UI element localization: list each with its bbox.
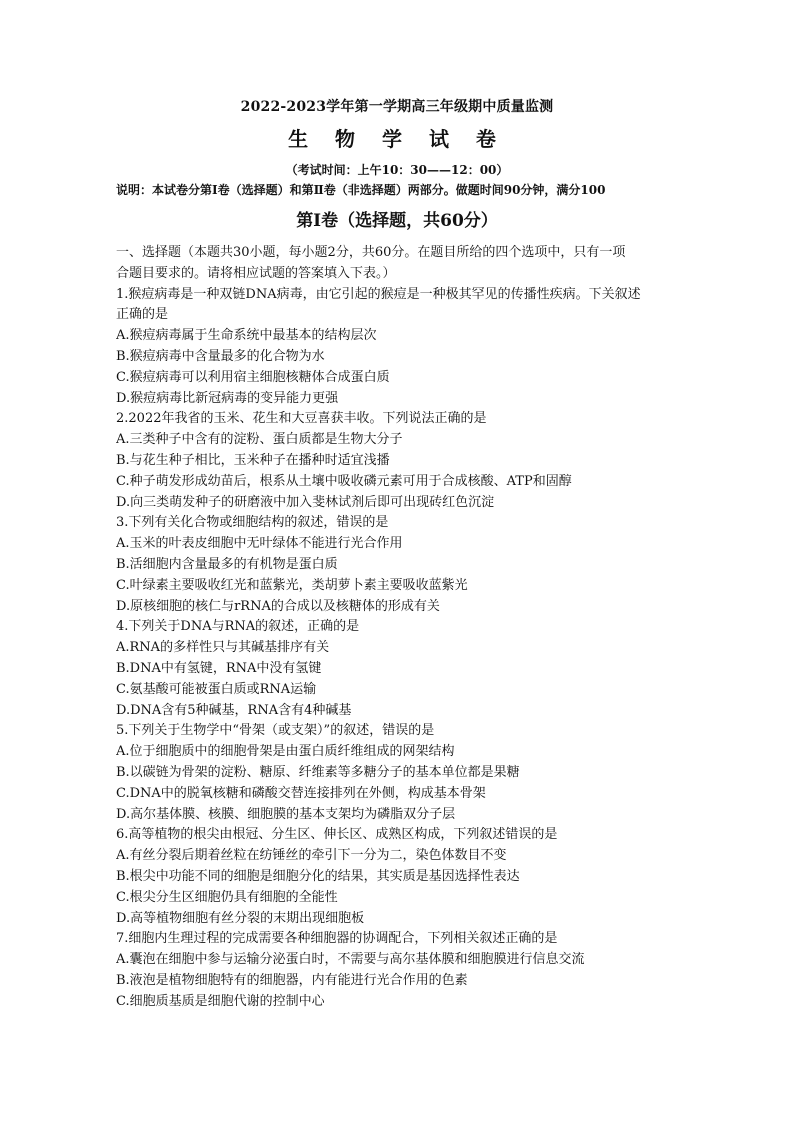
- answer-option: C.细胞质基质是细胞代谢的控制中心: [116, 993, 325, 1009]
- answer-option: D.DNA含有5种碱基，RNA含有4种碱基: [116, 702, 352, 718]
- question-stem: 5.下列关于生物学中“骨架（或支架）”的叙述，错误的是: [116, 723, 435, 739]
- answer-option: C.种子萌发形成幼苗后，根系从土壤中吸收磷元素可用于合成核酸、ATP和固醇: [116, 473, 572, 489]
- answer-option: B.与花生种子相比，玉米种子在播种时适宜浅播: [116, 452, 390, 468]
- question-7: [116, 929, 696, 1012]
- answer-option: B.以碳链为骨架的淀粉、糖原、纤维素等多糖分子的基本单位都是果糖: [116, 764, 520, 780]
- question-stem: 正确的是: [116, 307, 169, 323]
- question-stem: 6.高等植物的根尖由根冠、分生区、伸长区、成熟区构成，下列叙述错误的是: [116, 827, 558, 843]
- question-5: [116, 721, 696, 825]
- exam-title: 2022-2023学年第一学期高三年级期中质量监测: [240, 99, 554, 115]
- exam-time: （考试时间：上午10：30——12：00）: [285, 163, 509, 177]
- question-stem: 4.下列关于DNA与RNA的叙述，正确的是: [116, 619, 360, 635]
- answer-option: B.活细胞内含量最多的有机物是蛋白质: [116, 556, 338, 572]
- exam-body: [116, 243, 696, 1012]
- exam-note: 说明：本试卷分第Ⅰ卷（选择题）和第Ⅱ卷（非选择题）两部分。做题时间90分钟，满分100: [116, 183, 606, 197]
- answer-option: C.DNA中的脱氧核糖和磷酸交替连接排列在外侧，构成基本骨架: [116, 785, 486, 801]
- answer-option: A.囊泡在细胞中参与运输分泌蛋白时，不需要与高尔基体膜和细胞膜进行信息交流: [116, 952, 585, 968]
- question-6: [116, 825, 696, 929]
- answer-option: D.高等植物细胞有丝分裂的末期出现细胞板: [116, 910, 365, 926]
- answer-option: A.猴痘病毒属于生命系统中最基本的结构层次: [116, 328, 377, 344]
- answer-option: C.叶绿素主要吸收红光和蓝紫光，类胡萝卜素主要吸收蓝紫光: [116, 577, 468, 593]
- question-2: [116, 409, 696, 513]
- question-stem: 2.2022年我省的玉米、花生和大豆喜获丰收。下列说法正确的是: [116, 411, 487, 427]
- section-heading: 第Ⅰ卷（选择题，共60分）: [296, 211, 498, 231]
- question-3: [116, 513, 696, 617]
- answer-option: C.根尖分生区细胞仍具有细胞的全能性: [116, 889, 338, 905]
- question-stem: 7.细胞内生理过程的完成需要各种细胞器的协调配合，下列相关叙述正确的是: [116, 931, 558, 947]
- answer-option: D.原核细胞的核仁与rRNA的合成以及核糖体的形成有关: [116, 598, 440, 614]
- question-stem: 1.猴痘病毒是一种双链DNA病毒，由它引起的猴痘是一种极其罕见的传播性疾病。下关叙述: [116, 286, 641, 302]
- answer-option: D.向三类萌发种子的研磨液中加入斐林试剂后即可出现砖红色沉淀: [116, 494, 495, 510]
- exam-header: [0, 96, 794, 236]
- answer-option: A.有丝分裂后期着丝粒在纺锤丝的牵引下一分为二，染色体数目不变: [116, 848, 507, 864]
- subject-title: 生 物 学 试 卷: [288, 127, 506, 151]
- instructions-line: 一、选择题（本题共30小题，每小题2分，共60分。在题目所给的四个选项中，只有一项: [116, 245, 626, 260]
- answer-option: A.RNA的多样性只与其碱基排序有关: [116, 640, 330, 656]
- answer-option: D.猴痘病毒比新冠病毒的变异能力更强: [116, 390, 339, 406]
- answer-option: A.三类种子中含有的淀粉、蛋白质都是生物大分子: [116, 432, 403, 448]
- answer-option: A.玉米的叶表皮细胞中无叶绿体不能进行光合作用: [116, 536, 403, 552]
- answer-option: A.位于细胞质中的细胞骨架是由蛋白质纤维组成的网架结构: [116, 744, 455, 760]
- instructions-line: 合题目要求的。请将相应试题的答案填入下表。）: [116, 265, 396, 281]
- answer-option: C.猴痘病毒可以利用宿主细胞核糖体合成蛋白质: [116, 369, 390, 385]
- question-list: [116, 285, 696, 1013]
- answer-option: D.高尔基体膜、核膜、细胞膜的基本支架均为磷脂双分子层: [116, 806, 456, 822]
- answer-option: B.DNA中有氢键，RNA中没有氢键: [116, 660, 322, 676]
- question-1: [116, 285, 696, 410]
- question-4: [116, 617, 696, 721]
- answer-option: C.氨基酸可能被蛋白质或RNA运输: [116, 681, 317, 697]
- answer-option: B.猴痘病毒中含量最多的化合物为水: [116, 348, 325, 364]
- answer-option: B.液泡是植物细胞特有的细胞器，内有能进行光合作用的色素: [116, 972, 468, 988]
- question-stem: 3.下列有关化合物或细胞结构的叙述，错误的是: [116, 515, 389, 531]
- answer-option: B.根尖中功能不同的细胞是细胞分化的结果，其实质是基因选择性表达: [116, 868, 520, 884]
